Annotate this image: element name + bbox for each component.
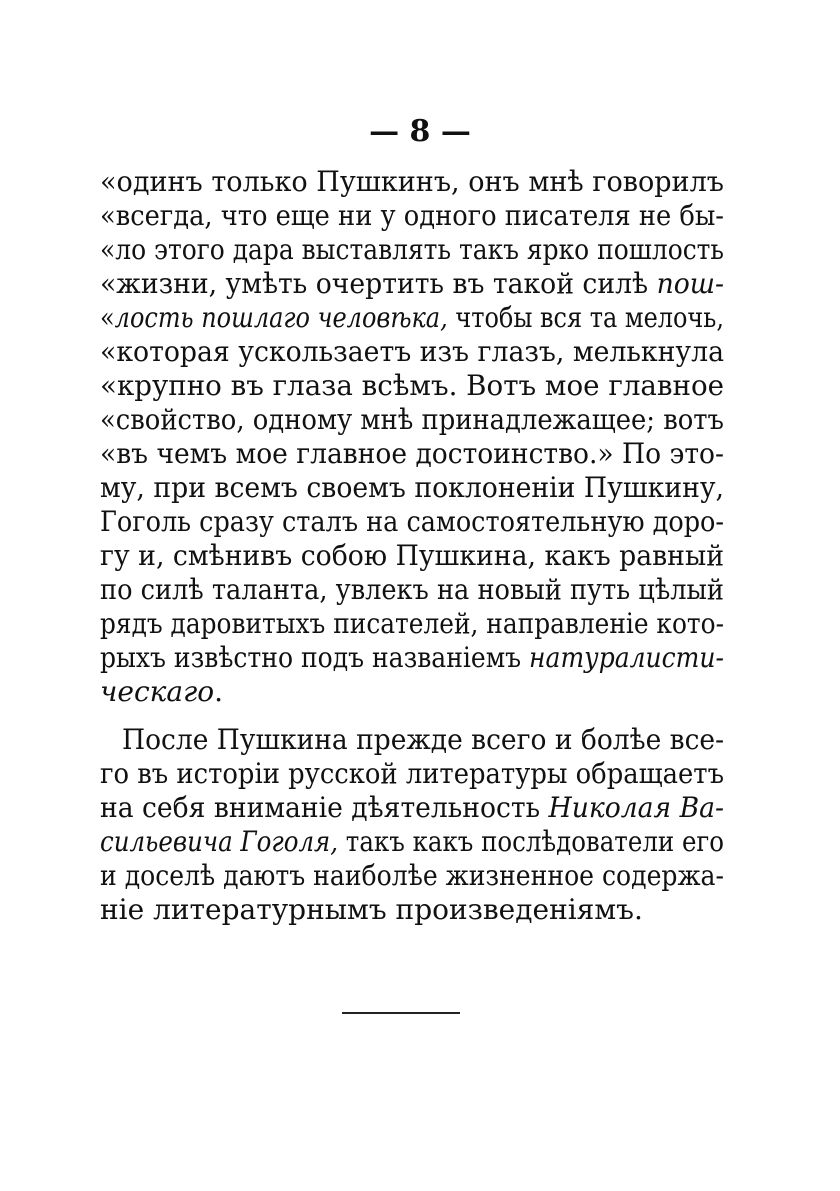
italic-span: Николая Ва- [548, 791, 724, 824]
text-line: рыхъ извѣстно подъ названіемъ натуралисти- [100, 641, 724, 674]
italic-span: лость пошлаго человѣка, [114, 301, 448, 334]
italic-span: сильевича Гоголя, [100, 825, 339, 858]
page-number: — 8 — [369, 114, 471, 149]
italic-span: ческаго [100, 675, 215, 708]
text-line: на себя вниманіе дѣятельность Николая Ва- [100, 791, 724, 824]
text-line: «свойство, одному мнѣ принадлежащее; вотъ [100, 403, 724, 436]
text-line: «въ чемъ мое главное достоинство.» По это- [100, 437, 724, 470]
text-line: «лость пошлаго человѣка, чтобы вся та мелочь, [100, 301, 724, 334]
text-line: по силѣ таланта, увлекъ на новый путь цѣлый [100, 573, 724, 606]
text-line: «жизни, умѣть очертить въ такой силѣ пош- [100, 267, 725, 300]
text-line: Гоголь сразу сталъ на самостоятельную доро- [100, 505, 725, 538]
text-line: ніе литературнымъ произведеніямъ. [100, 893, 643, 926]
text-line: сильевича Гоголя, такъ какъ послѣдователи его [100, 825, 724, 858]
text-line: и доселѣ даютъ наиболѣе жизненное содержа- [100, 859, 724, 892]
italic-span: пош- [656, 267, 725, 300]
text-line: ческаго. [100, 675, 223, 708]
text-line: После Пушкина прежде всего и болѣе все- [122, 723, 725, 756]
text-line: рядъ даровитыхъ писателей, направленіе кото- [100, 607, 724, 640]
text-line: «одинъ только Пушкинъ, онъ мнѣ говорилъ [100, 165, 724, 198]
text-line: «всегда, что еще ни у одного писателя не бы- [100, 199, 724, 232]
text-line: го въ исторіи русской литературы обращаетъ [100, 757, 724, 790]
text-line: гу и, смѣнивъ собою Пушкина, какъ равный [100, 539, 724, 572]
text-line: му, при всемъ своемъ поклоненіи Пушкину, [100, 471, 725, 504]
text-line: «крупно въ глаза всѣмъ. Вотъ мое главное [100, 369, 725, 402]
italic-span: натуралисти- [529, 641, 724, 674]
text-line: «ло этого дара выставлять такъ ярко пошлость [100, 233, 725, 266]
section-divider [342, 1012, 460, 1014]
text-line: «которая ускользаетъ изъ глазъ, мелькнула [100, 335, 725, 368]
